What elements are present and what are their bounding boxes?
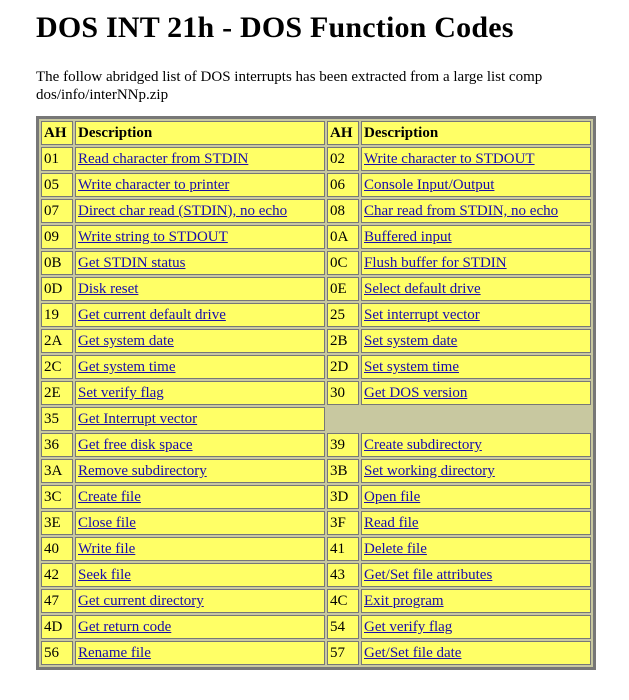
function-code: 05 [41,173,73,197]
function-description-cell [361,173,591,197]
function-description-cell [361,225,591,249]
function-link[interactable]: Direct char read (STDIN), no echo [78,203,288,219]
function-link[interactable]: Exit program [364,593,444,609]
function-code: 3B [327,459,359,483]
function-link[interactable]: Get system time [78,359,176,375]
function-link[interactable]: Write string to STDOUT [78,229,228,245]
function-description-cell [75,355,325,379]
intro-paragraph [36,68,629,104]
function-link[interactable]: Set interrupt vector [364,307,480,323]
function-code: 42 [41,563,73,587]
function-description-cell [361,589,591,613]
table-row [41,615,591,639]
function-description-cell [361,303,591,327]
function-description-cell [75,199,325,223]
function-description-cell [361,563,591,587]
function-description-cell [361,511,591,535]
function-link[interactable]: Rename file [78,645,151,661]
function-description-cell [75,277,325,301]
function-link[interactable]: Get system date [78,333,174,349]
function-link[interactable]: Create subdirectory [364,437,482,453]
ah-header: AH [327,121,359,145]
table-row [41,485,591,509]
function-link[interactable]: Disk reset [78,281,139,297]
table-row [41,277,591,301]
function-link[interactable]: Seek file [78,567,131,583]
function-description-cell [361,147,591,171]
function-code: 3F [327,511,359,535]
function-link[interactable]: Remove subdirectory [78,463,207,479]
table-row [41,563,591,587]
function-code: 0D [41,277,73,301]
function-code: 09 [41,225,73,249]
table-row [41,433,591,457]
table-header-row [41,121,591,145]
function-code: 2E [41,381,73,405]
function-code: 08 [327,199,359,223]
function-description-cell [75,485,325,509]
function-link[interactable]: Set system date [364,333,458,349]
function-link[interactable]: Create file [78,489,141,505]
table-row [41,225,591,249]
function-description-cell [75,251,325,275]
function-link[interactable]: Delete file [364,541,427,557]
function-code: 40 [41,537,73,561]
function-description-cell [75,173,325,197]
function-description-cell [361,433,591,457]
function-code: 54 [327,615,359,639]
function-code: 0A [327,225,359,249]
function-description-cell [75,537,325,561]
function-code: 01 [41,147,73,171]
function-description-cell [361,329,591,353]
intro-path: dos/info/interNNp.zip [36,87,169,103]
function-link[interactable]: Flush buffer for STDIN [364,255,507,271]
function-code: 06 [327,173,359,197]
function-description-cell [75,407,325,431]
function-code: 41 [327,537,359,561]
description-header: Description [75,121,325,145]
function-code: 2D [327,355,359,379]
function-description-cell [75,641,325,665]
function-code: 36 [41,433,73,457]
function-code: 19 [41,303,73,327]
function-link[interactable]: Get Interrupt vector [78,411,198,427]
ah-header: AH [41,121,73,145]
function-link[interactable]: Get free disk space [78,437,193,453]
function-code: 3D [327,485,359,509]
function-code: 3C [41,485,73,509]
function-link[interactable]: Get DOS version [364,385,468,401]
function-code: 4D [41,615,73,639]
function-link[interactable]: Write file [78,541,136,557]
function-link[interactable]: Get/Set file attributes [364,567,493,583]
function-description-cell [361,641,591,665]
table-body [41,147,591,665]
function-link[interactable]: Get STDIN status [78,255,186,271]
function-description-cell [361,485,591,509]
function-code: 02 [327,147,359,171]
function-link[interactable]: Get return code [78,619,172,635]
function-link[interactable]: Get current default drive [78,307,226,323]
function-description-cell [361,277,591,301]
table-row [41,537,591,561]
function-description-cell [75,563,325,587]
description-header: Description [361,121,591,145]
function-description-cell [75,615,325,639]
function-link[interactable]: Console Input/Output [364,177,495,193]
function-link[interactable]: Open file [364,489,421,505]
function-description-cell [75,381,325,405]
function-link[interactable]: Get/Set file date [364,645,462,661]
function-code: 56 [41,641,73,665]
function-description-cell [75,303,325,327]
function-link[interactable]: Get verify flag [364,619,453,635]
table-row [41,303,591,327]
function-code: 0C [327,251,359,275]
table-row [41,407,591,431]
table-row [41,173,591,197]
function-code: 2C [41,355,73,379]
function-code: 39 [327,433,359,457]
function-code: 35 [41,407,73,431]
function-link[interactable]: Set verify flag [78,385,164,401]
table-row [41,199,591,223]
function-link[interactable]: Char read from STDIN, no echo [364,203,559,219]
function-description-cell [361,381,591,405]
function-code: 3A [41,459,73,483]
function-description-cell [361,199,591,223]
function-description-cell [75,329,325,353]
function-description-cell [75,225,325,249]
function-link[interactable]: Set system time [364,359,459,375]
function-code: 2A [41,329,73,353]
intro-text: The follow abridged list of DOS interrupts has been extracted from a large list comp [36,69,543,85]
table-row [41,589,591,613]
function-codes-table [36,116,596,670]
function-link[interactable]: Buffered input [364,229,452,245]
function-code: 30 [327,381,359,405]
function-description-cell [361,251,591,275]
function-link[interactable]: Get current directory [78,593,204,609]
function-link[interactable]: Select default drive [364,281,481,297]
function-description-cell [75,433,325,457]
function-code: 0B [41,251,73,275]
table-row [41,511,591,535]
function-description-cell [361,537,591,561]
function-description-cell [75,459,325,483]
function-description-cell [361,459,591,483]
function-code: 2B [327,329,359,353]
function-code: 4C [327,589,359,613]
table-row [41,329,591,353]
table-row [41,147,591,171]
function-link[interactable]: Read file [364,515,419,531]
function-code: 57 [327,641,359,665]
table-row [41,381,591,405]
page-title: DOS INT 21h - DOS Function Codes [36,11,514,44]
function-description-cell [361,355,591,379]
table-row [41,251,591,275]
table-row [41,641,591,665]
function-code: 0E [327,277,359,301]
function-code: 43 [327,563,359,587]
function-description-cell [361,615,591,639]
empty-cell [327,407,591,431]
function-description-cell [75,147,325,171]
function-link[interactable]: Set working directory [364,463,495,479]
function-link[interactable]: Write character to printer [78,177,230,193]
function-description-cell [75,511,325,535]
function-link[interactable]: Read character from STDIN [78,151,249,167]
function-link[interactable]: Close file [78,515,136,531]
table-row [41,459,591,483]
function-link[interactable]: Write character to STDOUT [364,151,535,167]
table-row [41,355,591,379]
function-code: 3E [41,511,73,535]
function-code: 07 [41,199,73,223]
function-description-cell [75,589,325,613]
function-code: 47 [41,589,73,613]
function-code: 25 [327,303,359,327]
